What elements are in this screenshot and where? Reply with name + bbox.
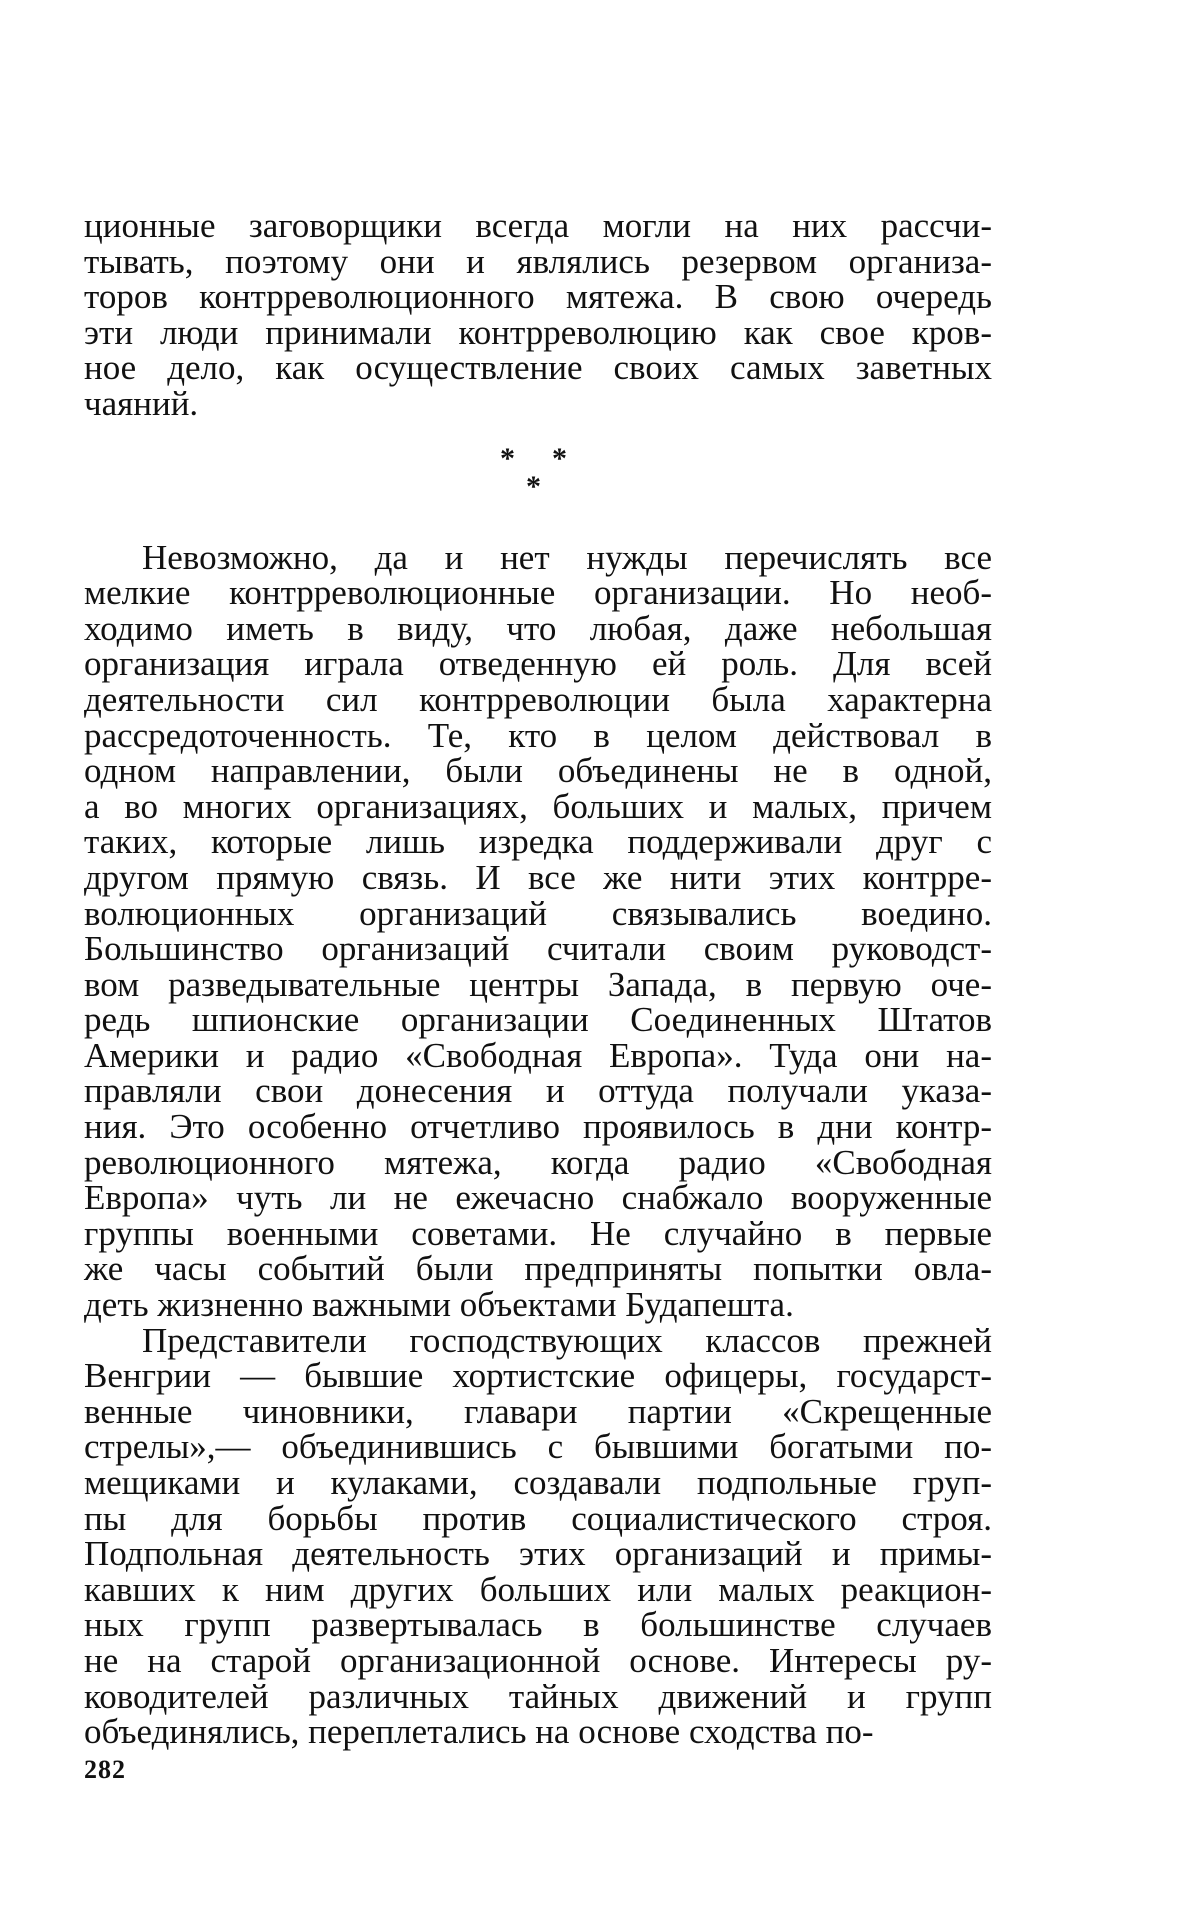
text-line: Представители господствующих классов прежней: [142, 1320, 992, 1360]
text-line: пы для борьбы против социалистического строя.: [84, 1498, 992, 1538]
text-line: редь шпионские организации Соединенных Штатов: [84, 1000, 992, 1040]
text-line: группы военными советами. Не случайно в первые: [84, 1213, 992, 1253]
paragraph: [84, 208, 992, 422]
text-line: Америки и радио «Свободная Европа». Туда они на-: [84, 1035, 992, 1075]
page-body: [84, 208, 992, 1750]
text-line: волюционных организаций связывались воедино.: [84, 893, 992, 933]
text-line: мещиками и кулаками, создавали подпольные груп-: [84, 1463, 992, 1502]
text-line: чаяний.: [84, 383, 199, 423]
text-line: Европа» чуть ли не ежечасно снабжало вооруженные: [84, 1178, 992, 1218]
text-line: деятельности сил контрреволюции была характерна: [84, 679, 992, 719]
text-line: ных групп развертывалась в большинстве случаев: [84, 1605, 992, 1645]
text-line: Подпольная деятельность этих организаций и примы-: [84, 1534, 992, 1574]
text-line: революционного мятежа, когда радио «Свободная: [84, 1142, 992, 1182]
text-line: венные чиновники, главари партии «Скрещенные: [84, 1391, 992, 1431]
text-line: объединялись, переплетались на основе сходства по-: [84, 1712, 874, 1752]
text-line: Большинство организаций считали своим руководст-: [84, 929, 992, 969]
text-line: мелкие контрреволюционные организации. Но необ-: [84, 573, 992, 613]
text-line: стрелы»,— объединившись с бывшими богатыми по-: [84, 1427, 992, 1467]
text-line: а во многих организациях, больших и малых, причем: [84, 786, 992, 826]
text-line: ционные заговорщики всегда могли на них рассчи-: [84, 206, 992, 245]
asterisk: *: [552, 441, 567, 475]
paragraph: [84, 1320, 992, 1752]
asterisk: *: [526, 469, 541, 503]
text-line: Невозможно, да и нет нужды перечислять все: [142, 537, 992, 577]
text-line: не на старой организационной основе. Интересы ру-: [84, 1640, 992, 1680]
asterism-separator: [84, 430, 992, 540]
page-number: 282: [84, 1755, 126, 1784]
paragraph: [84, 537, 992, 1325]
text-line: вом разведывательные центры Запада, в первую оче-: [84, 964, 992, 1004]
text-line: ное дело, как осуществление своих самых заветных: [84, 348, 992, 388]
text-line: правляли свои донесения и оттуда получали указа-: [84, 1071, 992, 1111]
text-line: кавших к ним других больших или малых реакцион-: [84, 1569, 992, 1609]
text-line: организация играла отведенную ей роль. Для всей: [84, 644, 992, 684]
text-line: ководителей различных тайных движений и групп: [84, 1676, 992, 1716]
text-line: тывать, поэтому они и являлись резервом организа-: [84, 241, 992, 281]
text-line: торов контрреволюционного мятежа. В свою очередь: [84, 277, 992, 317]
text-line: ния. Это особенно отчетливо проявилось в дни контр-: [84, 1107, 992, 1147]
text-line: таких, которые лишь изредка поддерживали друг с: [84, 822, 992, 862]
text-line: рассредоточенность. Те, кто в целом действовал в: [84, 715, 992, 755]
text-line: деть жизненно важными объектами Будапешта.: [84, 1285, 794, 1325]
text-line: ходимо иметь в виду, что любая, даже небольшая: [84, 608, 992, 648]
text-line: эти люди принимали контрреволюцию как свое кров-: [84, 312, 992, 352]
text-line: одном направлении, были объединены не в одной,: [84, 751, 992, 791]
asterisk: *: [500, 441, 515, 475]
text-line: Венгрии — бывшие хортистские офицеры, государст-: [84, 1356, 992, 1396]
text-line: другом прямую связь. И все же нити этих контрре-: [84, 857, 992, 897]
text-line: же часы событий были предприняты попытки овла-: [84, 1249, 992, 1289]
